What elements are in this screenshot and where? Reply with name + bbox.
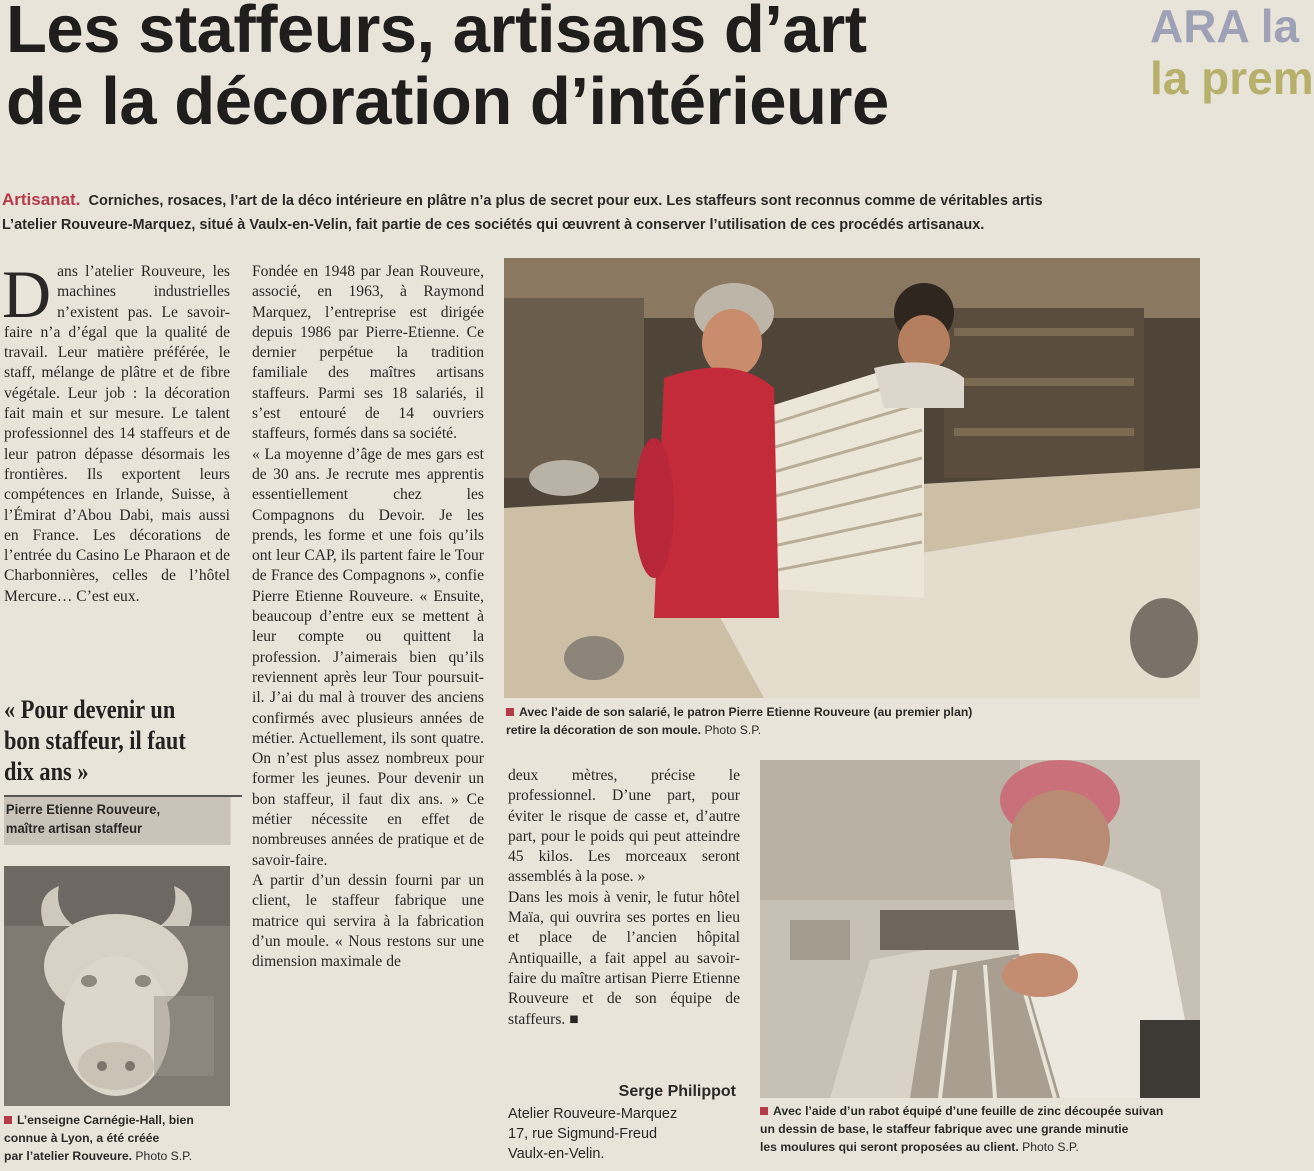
caption-ox-head: L’enseigne Carnégie-Hall, bien connue à Lyon, a été créée par l’atelier Rouveure. Photo S.P. bbox=[4, 1113, 194, 1163]
section-kicker: Artisanat. bbox=[2, 190, 81, 209]
article-headline bbox=[6, 0, 1146, 138]
headline-line-2: de la décoration d’intérieure bbox=[6, 64, 889, 139]
column-2-text-b: « La moyenne d’âge de mes gars est de 30 ans. Je recrute mes apprentis essentiellement chez les Compagnons du Devoir. Je les prends, les forme et une fois qu’ils ont leur CAP, ils partent faire le Tour de France des Compagnons », confie Pierre Etienne Rouveure. « Ensuite, beaucoup d’entre eux se mettent à leur compte ou quittent la profession. J’aimerais bien qu’ils reviennent après leur Tour poursuit-il. J’ai du mal à trouver des anciens confirmés avec plusieurs années de métier. Actuellement, ils sont quatre. On n’est plus assez nombreux pour former les jeunes. Pour devenir un bon staffeur, il faut dix ans. » Ce métier nécessite en effet de nombreuses années de pratique et de savoir-faire. bbox=[252, 445, 484, 869]
address-line-2: 17, rue Sigmund-Freud bbox=[508, 1126, 658, 1142]
body-column-1 bbox=[2, 256, 230, 686]
drop-cap: D bbox=[2, 256, 52, 332]
column-3-text-a: deux mètres, précise le professionnel. D’une part, pour éviter le risque de casse et, d’autre part, pour le poids qui peut atteindre 45 kilos. Les morceaux seront assemblés à la pose. » bbox=[508, 767, 740, 886]
caption-marker bbox=[760, 1107, 768, 1115]
pull-quote: « Pour devenir un bon staffeur, il faut dix ans » bbox=[4, 695, 186, 786]
body-column-3 bbox=[508, 766, 740, 1084]
quote-role: maître artisan staffeur bbox=[5, 821, 143, 836]
column-2-text-a: Fondée en 1948 par Jean Rouveure, associé, en 1963, à Raymond Marquez, l’entreprise est dirigée depuis 1986 par Pierre-Etienne. Ce dernier perpétue la tradition familiale des maîtres artisans staffeurs. Parmi ses 18 salariés, il s’est entouré de 14 ouvriers staffeurs, formés dans sa société. bbox=[252, 263, 484, 443]
caption-main-photo: Avec l’aide de son salarié, le patron Pierre Etienne Rouveure (au premier plan) retire la décoration de son moule. Photo S.P. bbox=[506, 705, 973, 737]
headline-line-1: Les staffeurs, artisans d’art bbox=[6, 0, 867, 67]
address-line-1: Atelier Rouveure-Marquez bbox=[508, 1106, 678, 1122]
lead-line-2: L’atelier Rouveure-Marquez, situé à Vaulx-en-Velin, fait partie de ces sociétés qui œuvrent à conserver l’utilisation de ces procédés artisanaux. bbox=[2, 217, 985, 233]
address-line-3: Vaulx-en-Velin. bbox=[508, 1146, 605, 1162]
body-column-2 bbox=[252, 262, 484, 1171]
address-block bbox=[508, 1104, 740, 1164]
quote-author: Pierre Etienne Rouveure, bbox=[5, 802, 161, 817]
lead-line-1: Corniches, rosaces, l’art de la déco intérieure en plâtre n’a plus de secret pour eux. Les staffeurs sont reconnus comme de véritables artis bbox=[88, 193, 1043, 209]
article-lead bbox=[2, 188, 1200, 237]
caption-marker bbox=[506, 708, 514, 716]
photo-workshop-mould bbox=[504, 258, 1200, 698]
article-byline: Serge Philippot bbox=[618, 1083, 736, 1100]
photo-staffeur-planing bbox=[760, 760, 1200, 1098]
adjacent-headline-fragment: ARA la la prem bbox=[1150, 0, 1314, 104]
quote-attribution bbox=[4, 797, 231, 845]
column-1-text: ans l’atelier Rouveure, les machines industrielles n’existent pas. Le savoir-faire n’a d’égal que la qualité de travail. Leur matière préférée, le staff, mélange de plâtre et de fibre végétale. Leur job : la décoration fait main et sur mesure. Le talent professionnel des 14 staffeurs et de leur patron dépasse désormais les frontières. Ils exportent leurs compétences en Irlande, Suisse, à l’Émirat d’Abou Dabi, mais aussi en France. Les décorations de l’entrée du Casino Le Pharaon et de Charbonnières, celles de l’hôtel Mercure… C’est eux. bbox=[4, 263, 230, 605]
caption-marker bbox=[4, 1116, 12, 1124]
column-2-text-c: A partir d’un dessin fourni par un client, le staffeur fabrique une matrice qui servira à la fabrication d’un moule. « Nous restons sur une dimension maximale de bbox=[252, 871, 484, 971]
caption-bottom-photo: Avec l’aide d’un rabot équipé d’une feuille de zinc découpée suivan un dessin de base, le staffeur fabrique avec une grande minutie les moulures qui seront proposées au client. Photo S.P. bbox=[760, 1104, 1164, 1154]
column-3-text-b: Dans les mois à venir, le futur hôtel Maïa, qui ouvrira ses portes en lieu et place de l’ancien hôpital Antiquaille, a fait appel au savoir-faire du maître artisan Pierre Etienne Rouveure et de son équipe de staffeurs. ■ bbox=[508, 888, 740, 1028]
photo-ox-head-sign bbox=[4, 866, 230, 1106]
